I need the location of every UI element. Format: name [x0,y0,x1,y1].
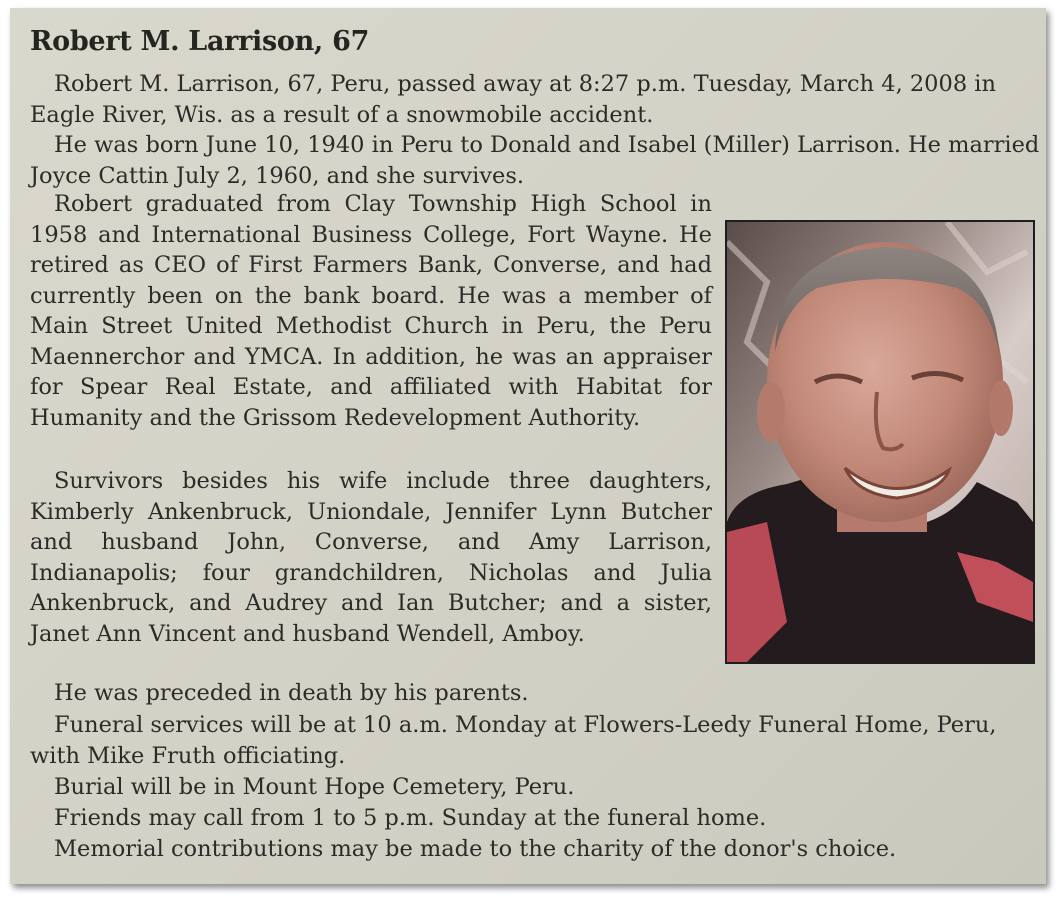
paragraph-death-notice: Robert M. Larrison, 67, Peru, passed away at 8:27 p.m. Tuesday, March 4, 2008 in Eagle River, Wis. as a result of a snowmobile accident. [30,71,996,128]
paragraph-burial: Burial will be in Mount Hope Cemetery, Peru. [54,774,575,800]
obituary-article [10,8,1046,884]
obituary-headline: Robert M. Larrison, 67 [30,26,370,57]
paragraph-funeral-services: Funeral services will be at 10 a.m. Monday at Flowers-Leedy Funeral Home, Peru, with Mike Fruth officiating. [30,712,997,769]
paragraph-visitation: Friends may call from 1 to 5 p.m. Sunday at the funeral home. [54,805,767,831]
paragraph-survivors: Survivors besides his wife include three daughters, Kimberly Ankenbruck, Uniondale, Jennifer Lynn Butcher and husband John, Converse, and Amy Larrison, Indianapolis; four grandchildren, Nicholas and Julia Ankenbruck, and Audrey and Ian Butcher; and a sister, Janet Ann Vincent and husband Wendell, Amboy. [30,468,712,647]
paragraph-birth-marriage: He was born June 10, 1940 in Peru to Donald and Isabel (Miller) Larrison. He married Joyce Cattin July 2, 1960, and she survives. [30,132,1040,189]
paragraph-career: Robert graduated from Clay Township High School in 1958 and International Business College, Fort Wayne. He retired as CEO of First Farmers Bank, Converse, and had currently been on the bank board. He was a member of Main Street United Methodist Church in Peru, the Peru Maennerchor and YMCA. In addition, he was an appraiser for Spear Real Estate, and affiliated with Habitat for Humanity and the Grissom Redevelopment Authority. [30,191,712,431]
portrait-image [727,222,1033,662]
portrait-photo [725,220,1035,664]
newspaper-clipping [10,8,1046,884]
paragraph-preceded: He was preceded in death by his parents. [54,680,529,706]
paragraph-memorial: Memorial contributions may be made to the charity of the donor's choice. [54,836,897,862]
